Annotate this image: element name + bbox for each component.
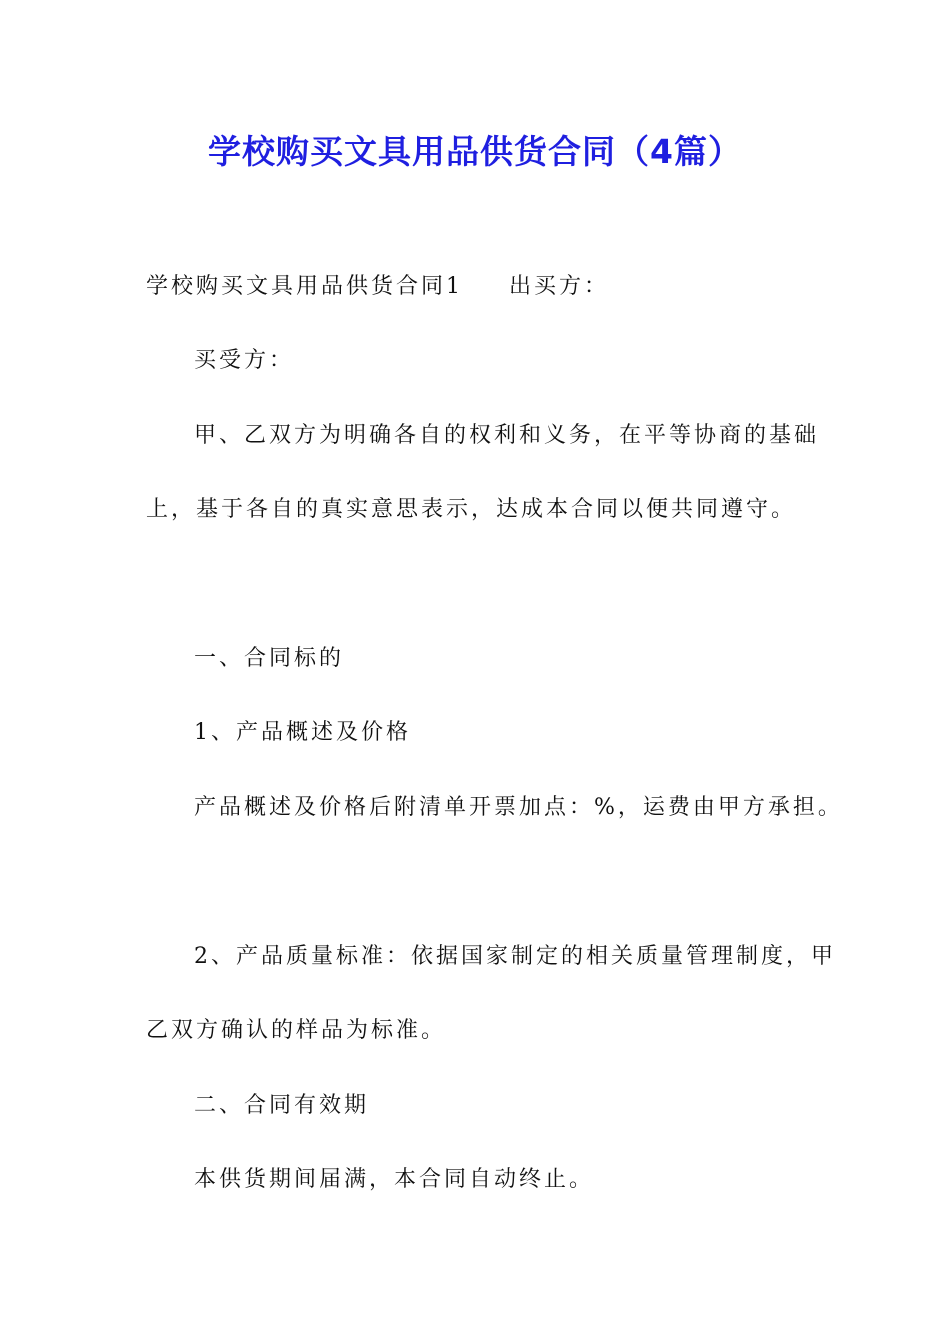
subsection-heading-1: 1、产品概述及价格 (194, 720, 411, 745)
paragraph-line-7: 产品概述及价格后附清单开票加点：%，运费由甲方承担。 (194, 795, 843, 820)
paragraph-line-3: 甲、乙双方为明确各自的权利和义务，在平等协商的基础 (194, 423, 820, 448)
section-heading-2: 二、合同有效期 (194, 1093, 370, 1118)
buyer-label: 买受方： (194, 348, 295, 373)
paragraph-line-11: 本供货期间届满，本合同自动终止。 (194, 1167, 595, 1192)
document-title: 学校购买文具用品供货合同（4篇） (208, 132, 742, 171)
seller-label: 出买方： (509, 274, 610, 299)
paragraph-line-9: 乙双方确认的样品为标准。 (146, 1018, 447, 1043)
paragraph-line-4: 上，基于各自的真实意思表示，达成本合同以便共同遵守。 (146, 497, 797, 522)
section-heading-1: 一、合同标的 (194, 646, 345, 671)
paragraph-line-8: 2、产品质量标准：依据国家制定的相关质量管理制度，甲 (194, 944, 836, 969)
paragraph-line-1 (146, 272, 609, 302)
contract-heading: 学校购买文具用品供货合同1 (146, 274, 463, 299)
